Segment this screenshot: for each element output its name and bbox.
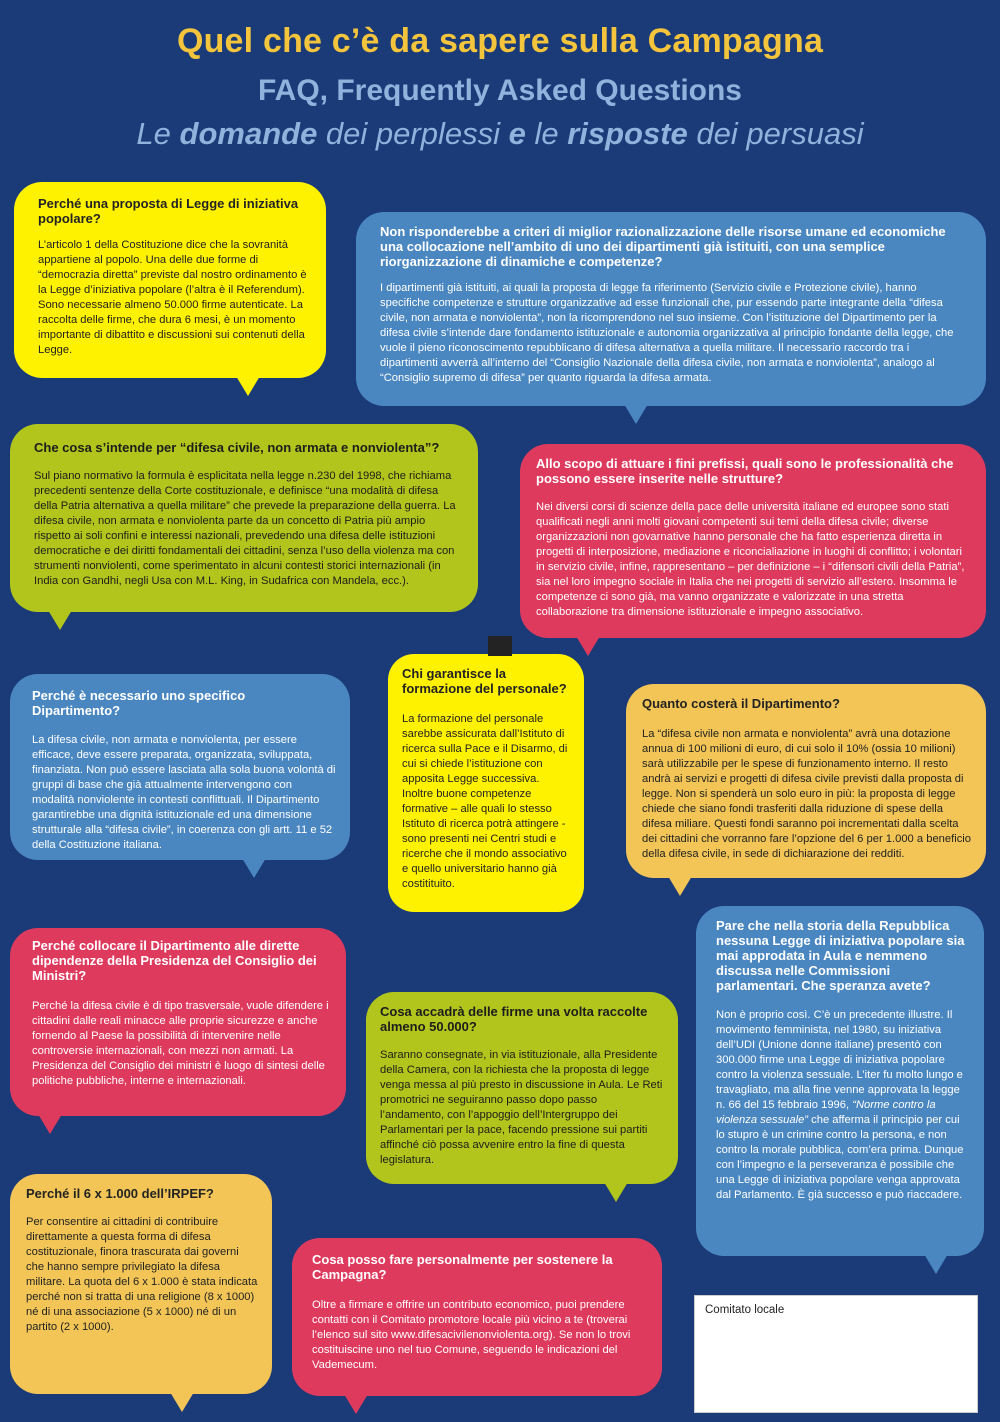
faq-question: Non risponderebbe a criteri di miglior razionalizzazione delle risorse umane ed economiche una collocazione nell’ambito di uno dei dipartimenti già istituiti, con una semplice riorganizzazione di dinamiche e competenze? — [380, 224, 946, 269]
faq-answer: I dipartimenti già istituiti, ai quali la proposta di legge fa riferimento (Servizio civile e Protezione civile), hanno specifiche competenze e strutture organizzative ad esse funzionali che, pur essendo parte integrante della “difesa civile, non armata e nonviolenta”, non la ricomprendono nel suo insieme. Con l’istituzione del Dipartimento per la difesa civile s’intende dare fondamento istituzionale e autonomia organizzativa al principio fondante della legge, che vuole il pieno riconoscimento repubblicano di difesa alternativa a quella militare. Il necessario raccordo tra i dipartimenti avverrà all’interno del “Consiglio Nazionale della difesa civile, non armata e nonviolenta”, analogo al “Consiglio supremo di difesa” per quanto riguarda la difesa armata. — [380, 282, 954, 384]
faq-answer: Per consentire ai cittadini di contribuire direttamente a questa forma di difesa costituzionale, finora trascurata dai governi che hanno sempre privilegiato la difesa militare. La quota del 6 x 1.000 è stata indicata perché non si tratta di una religione (8 x 1000) né di una associazione (5 x 1000) né di un partito (2 x 1000). — [26, 1216, 258, 1333]
faq-question: Pare che nella storia della Repubblica nessuna Legge di iniziativa popolare sia mai approdata in Aula e nemmeno discussa nelle Commissioni parlamentari. Che speranza avete? — [716, 918, 965, 993]
faq-answer: Perché la difesa civile è di tipo trasversale, vuole difendere i cittadini dalle reali minacce alle proprie sicurezze e anche fornendo al Paese la possibilità di intervenire nelle controversie internazionali, con mezzi non armati. La Presidenza del Consiglio dei ministri è luogo di sintesi delle politiche pubbliche, interne e internazionali. — [32, 1000, 329, 1087]
faq-question: Perché una proposta di Legge di iniziativa popolare? — [38, 196, 299, 226]
faq-answer: La difesa civile, non armata e nonviolenta, per essere efficace, deve essere preparata, organizzata, sviluppata, finanziata. Non può essere lasciata alla sola buona volontà di gruppi di base che già attualmente intervengono con modalità nonviolente in contesti conflittuali. Il Dipartimento garantirebbe una dignità istituzionale ed una dimensione strutturale alla “difesa civile”, in coerenza con gli artt. 11 e 52 della Costituzione italiana. — [32, 734, 336, 851]
speech-tail — [242, 858, 266, 878]
faq-answer: Non è proprio così. C’è un precedente illustre. Il movimento femminista, nel 1980, su iniziativa dell’UDI (Unione donne italiane) presentò con 300.000 firme una Legge di iniziativa popolare contro la violenza sessuale. L’iter fu molto lungo e travagliato, ma alla fine venne approvata la legge n. 66 del 15 febbraio 1996, “Norme contro la violenza sessuale” che afferma il principio per cui lo stupro è un crimine contro la persona, e non contro la morale pubblica, com’era prima. Dunque con l’impegno e la perseveranza è possibile che una Legge di iniziativa popolare venga approvata dal Parlamento. È già successo e può riaccadere. — [716, 1009, 964, 1201]
faq-question: Che cosa s’intende per “difesa civile, non armata e nonviolenta”? — [34, 440, 440, 455]
speech-tail — [48, 610, 72, 630]
faq-question: Perché collocare il Dipartimento alle dirette dipendenze della Presidenza del Consiglio dei Ministri? — [32, 938, 317, 983]
faq-bubble-dipartimento-specifico — [10, 674, 350, 860]
faq-answer: Sul piano normativo la formula è esplicitata nella legge n.230 del 1998, che richiama precedenti sentenze della Corte costituzionale, e definisce “una modalità di difesa della Patria alternativa a quella militare” che prevede la preparazione della guerra. La difesa civile, non armata e nonviolenta parte da un concetto di Patria più ampio rispetto ai soli confini e interessi nazionali, prevedendo una difesa delle istituzioni democratiche e dei diritti fondamentali dei cittadini, senza l’uso della violenza ma con strumenti nonviolenti, come sperimentato in alcuni contesti storici internazionali (in India con Gandhi, negli Usa con M.L. King, in Sudafrica con Mandela, ecc.). — [34, 470, 456, 587]
faq-question: Perché è necessario uno specifico Dipartimento? — [32, 688, 246, 718]
faq-bubble-costo-dipartimento — [626, 684, 986, 878]
faq-bubble-dipartimenti-istituiti — [356, 212, 986, 406]
local-committee-box — [694, 1295, 978, 1413]
speech-tail — [170, 1392, 194, 1412]
faq-answer: L’articolo 1 della Costituzione dice che la sovranità appartiene al popolo. Una delle due forme di “democrazia diretta” previste dal nostro ordinamento è la Legge d’iniziativa popolare (l’altra è il Referendum). Sono necessarie almeno 50.000 firme autenticate. La raccolta delle firme, che dura 6 mesi, è un momento importante di dibattito e discussioni sui contenuti della Legge. — [38, 239, 307, 356]
faq-bubble-firme-raccolte — [366, 992, 678, 1184]
local-committee-label: Comitato locale — [705, 1304, 785, 1316]
faq-answer: La “difesa civile non armata e nonviolenta” avrà una dotazione annua di 100 milioni di euro, di cui solo il 10% (ossia 10 milioni) sarà utilizzabile per le spese di funzionamento interno. Il resto andrà ai servizi e progetti di difesa civile previsti dalla proposta di legge. Non si spenderà un solo euro in più: la proposta di legge chiede che siano fondi trasferiti dalla riduzione di spese della difesa miliare. Questi fondi saranno poi incrementati dalla scelta dei cittadini che vorranno fare l’opzione del 6 per 1.000 a beneficio della difesa civile, in sede di dichiarazione dei redditi. — [642, 728, 972, 860]
faq-bubble-difesa-civile — [10, 424, 478, 612]
faq-bubble-6x1000 — [10, 1174, 272, 1394]
speech-tail — [924, 1254, 948, 1274]
speech-tail — [668, 876, 692, 896]
faq-answer: Saranno consegnate, in via istituzionale, alla Presidente della Camera, con la richiesta che la proposta di legge venga messa al più presto in discussione in Aula. Le Reti promotrici ne seguiranno passo dopo passo l’andamento, con l’appoggio dell’Intergruppo dei Parlamentari per la pace, facendo pressione sui partiti affinché ciò possa avvenire entro la fine di questa legislatura. — [380, 1049, 663, 1166]
page-subtitle: FAQ, Frequently Asked Questions — [258, 74, 742, 107]
speech-tail — [576, 636, 600, 656]
page-title: Quel che c’è da sapere sulla Campagna — [176, 22, 824, 60]
faq-question: Cosa posso fare personalmente per sostenere la Campagna? — [312, 1252, 613, 1282]
faq-bubble-sostenere-campagna — [292, 1238, 662, 1396]
faq-question: Cosa accadrà delle firme una volta raccolte almeno 50.000? — [380, 1004, 648, 1034]
page-tagline: Le domande dei perplessi e le risposte dei persuasi — [136, 116, 864, 151]
faq-question: Perché il 6 x 1.000 dell’IRPEF? — [26, 1186, 214, 1201]
faq-question: Chi garantisce la formazione del personale? — [402, 666, 567, 696]
faq-bubble-formazione-personale — [388, 654, 584, 912]
speech-tail — [236, 376, 260, 396]
speech-tail — [604, 1182, 628, 1202]
faq-bubble-legge-iniziativa-popolare — [14, 182, 326, 378]
faq-answer: Nei diversi corsi di scienze della pace delle università italiane ed europee sono stati qualificati negli anni molti giovani competenti sui temi della difesa civile; diverse organizzazioni non govarnative hanno personale che ha fatto esperienza diretta in progetti di interposizione, mediazione e riconcialiazione in luoghi di conflitto; i volontari in servizio civile, infine, rappresentano – per definizione – i “difensori civili della Patria”, sia nel loro impegno sociale in Italia che nei progetti di servizio all’estero. Insomma le competenze ci sono già, ma vanno organizzate e valorizzate in una stretta collaborazione tra dimensione istituzionale e impegno associativo. — [536, 501, 965, 618]
speech-tail — [38, 1114, 62, 1134]
speech-tail — [624, 404, 648, 424]
faq-answer: Oltre a firmare e offrire un contributo economico, puoi prendere contatti con il Comitato promotore locale più vicino a te (troverai l’elenco sul sito www.difesacivilenonviolenta.org). Se non lo trovi costituiscine uno nel tuo Comune, seguendo le indicazioni del Vademecum. — [312, 1299, 631, 1371]
faq-bubble-presidenza-consiglio — [10, 928, 346, 1116]
faq-bubble-speranza — [696, 906, 984, 1256]
speech-tail — [488, 636, 512, 656]
faq-answer: La formazione del personale sarebbe assicurata dall’Istituto di ricerca sulla Pace e il Disarmo, di cui si chiede l’istituzione con apposita Legge successiva. Inoltre buone competenze formative – alle quali lo stesso Istituto di ricerca potrà attingere - sono presenti nei Centri studi e ricerche che il mondo associativo e quello universitario hanno già costitituito. — [402, 713, 568, 890]
faq-question: Allo scopo di attuare i fini prefissi, quali sono le professionalità che possono essere inserite nelle strutture? — [536, 456, 954, 486]
faq-bubble-professionalita — [520, 444, 986, 638]
faq-question: Quanto costerà il Dipartimento? — [642, 696, 840, 711]
speech-tail — [344, 1394, 368, 1414]
